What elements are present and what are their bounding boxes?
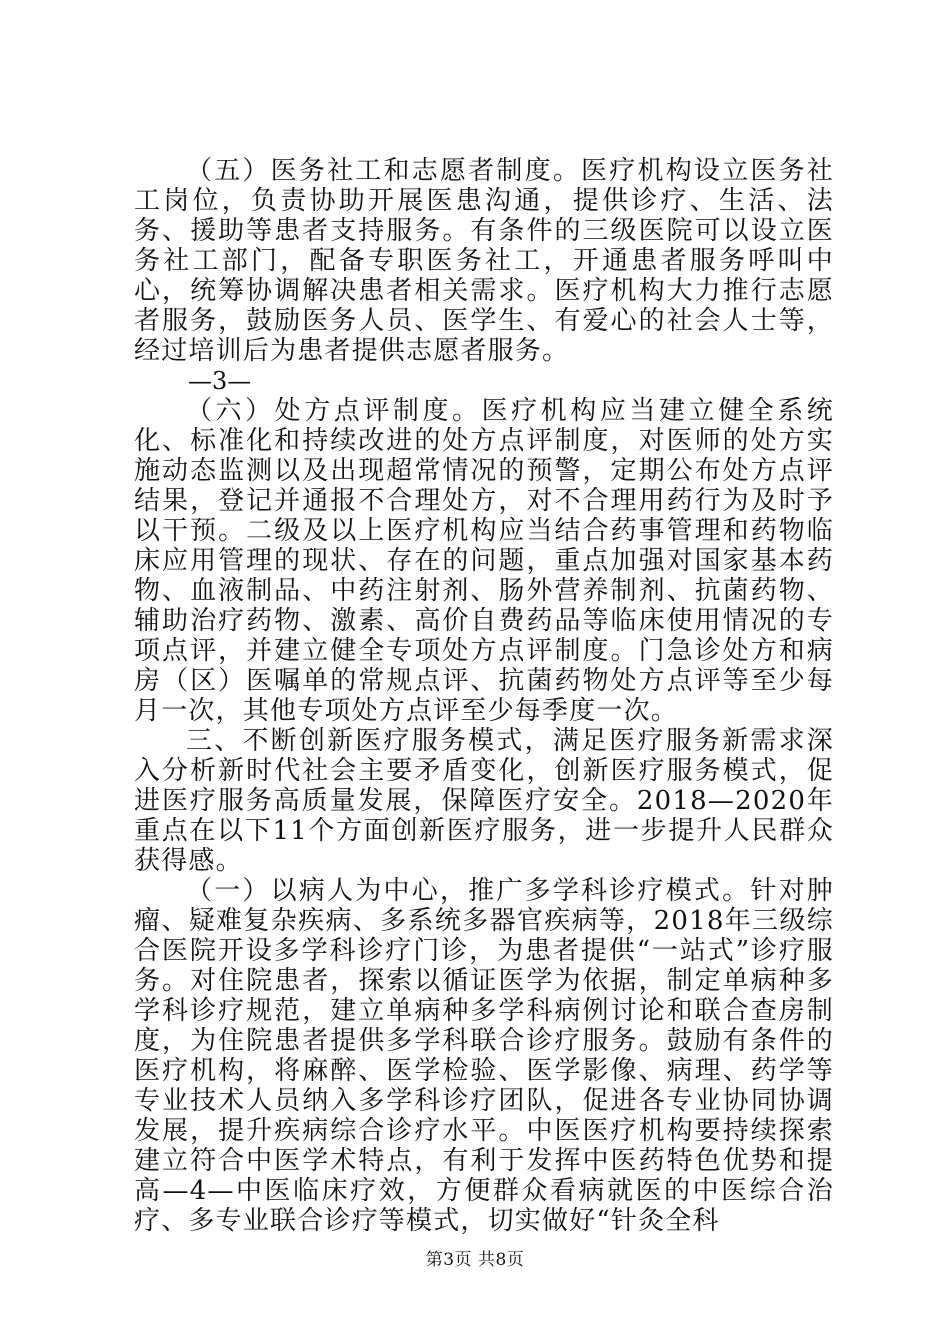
paragraph-multidisciplinary: （一）以病人为中心，推广多学科诊疗模式。针对肿瘤、疑难复杂疾病、多系统多器官疾病等，2018年三级综合医院开设多学科诊疗门诊，为患者提供“一站式”诊疗服务。对住院患者，探索以循证医学为依据，制定单病种多学科诊疗规范，建立单病种多学科病例讨论和联合查房制度，为住院患者提供多学科联合诊疗服务。鼓励有条件的医疗机构，将麻醉、医学检验、医学影像、病理、药学等专业技术人员纳入多学科诊疗团队，促进各专业协同协调发展，提升疾病综合诊疗水平。中医医疗机构要持续探索建立符合中医学术特点，有利于发挥中医药特色优势和提高—4—中医临床疗效，方便群众看病就医的中医综合治疗、多专业联合诊疗等模式，切实做好“针灸全科: [134, 876, 834, 1236]
page-marker-3: —3—: [188, 367, 252, 395]
paragraph-prescription-review: （六）处方点评制度。医疗机构应当建立健全系统化、标准化和持续改进的处方点评制度，对医师的处方实施动态监测以及出现超常情况的预警，定期公布处方点评结果，登记并通报不合理处方，对不合理用药行为及时予以干预。二级及以上医疗机构应当结合药事管理和药物临床应用管理的现状、存在的问题，重点加强对国家基本药物、血液制品、中药注射剂、肠外营养制剂、抗菌药物、辅助治疗药物、激素、高价自费药品等临床使用情况的专项点评，并建立健全专项处方点评制度。门急诊处方和病房（区）医嘱单的常规点评、抗菌药物处方点评等至少每月一次，其他专项处方点评至少每季度一次。: [134, 396, 834, 726]
paragraph-medical-social-work: （五）医务社工和志愿者制度。医疗机构设立医务社工岗位，负责协助开展医患沟通，提供诊疗、生活、法务、援助等患者支持服务。有条件的三级医院可以设立医务社工部门，配备专职医务社工，开通患者服务呼叫中心，统筹协调解决患者相关需求。医疗机构大力推行志愿者服务，鼓励医务人员、医学生、有爱心的社会人士等，经过培训后为患者提供志愿者服务。: [134, 156, 834, 366]
page-footer: 第3页 共8页: [425, 1250, 525, 1270]
document-body: [134, 156, 834, 1236]
paragraph-section-three: 三、不断创新医疗服务模式，满足医疗服务新需求深入分析新时代社会主要矛盾变化，创新医疗服务模式，促进医疗服务高质量发展，保障医疗安全。2018—2020年重点在以下11个方面创新医疗服务，进一步提升人民群众获得感。: [134, 726, 834, 876]
